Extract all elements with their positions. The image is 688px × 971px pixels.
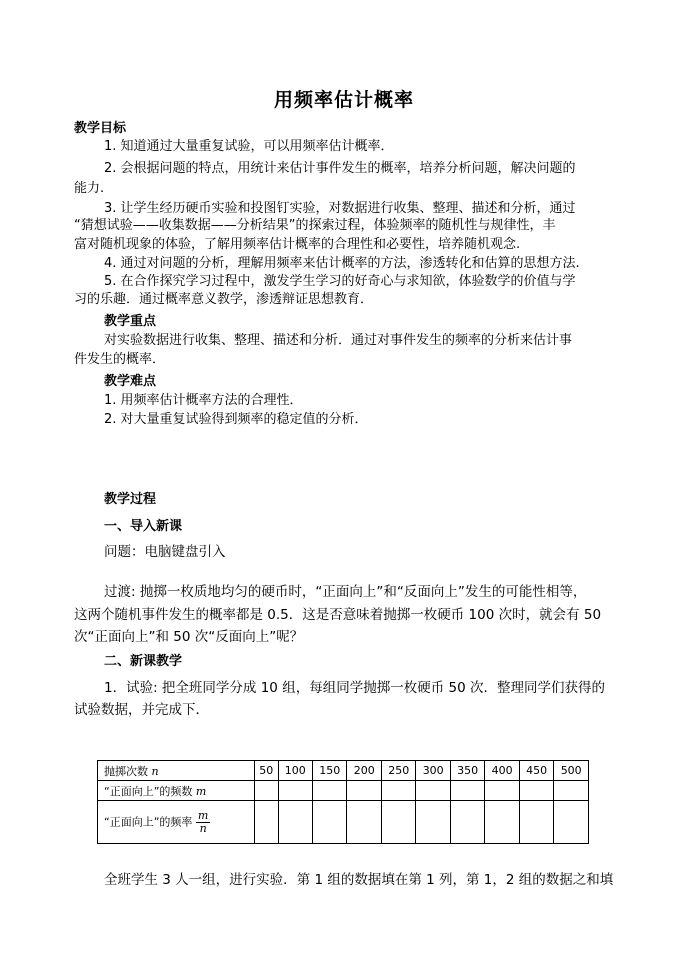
experiment-line: 1．试验: 把全班同学分成 10 组，每组同学抛掷一枚硬币 50 次．整理同学们获得的	[104, 680, 605, 696]
row-label-frequency: “正面向上”的频率 $\frac{m}{n}$	[98, 801, 255, 844]
table-cell: 500	[554, 761, 589, 781]
transition-line: 过渡: 抛掷一枚质地均匀的硬币时，“正面向上”和“反面向上”发生的可能性相等，	[104, 584, 587, 600]
table-cell: 100	[278, 761, 312, 781]
key-points-line: 对实验数据进行收集、整理、描述和分析．通过对事件发生的频率的分析来估计事	[104, 333, 573, 348]
empty-cell	[450, 801, 484, 844]
experiment-line: 试验数据，并完成下．	[74, 702, 209, 718]
table-cell: 150	[313, 761, 347, 781]
section-intro-heading: 一、导入新课	[104, 519, 183, 534]
objective-line: 1. 知道通过大量重复试验，可以用频率估计概率．	[104, 139, 394, 154]
difficulty-line: 2. 对大量重复试验得到频率的稳定值的分析．	[104, 412, 368, 427]
empty-cell	[313, 781, 347, 801]
row-label-throws: 抛掷次数 n	[98, 761, 255, 781]
frequency-table	[97, 760, 589, 844]
empty-cell	[416, 801, 450, 844]
objective-line: 习的乐趣．通过概率意义教学，渗透辩证思想教育．	[74, 292, 374, 307]
page-title: 用频率估计概率	[273, 89, 414, 111]
empty-cell	[519, 801, 553, 844]
question-line: 问题：电脑键盘引入	[104, 544, 226, 560]
objective-line: 3. 让学生经历硬币实验和投图钉实验，对数据进行收集、整理、描述和分析，通过	[104, 201, 576, 216]
empty-cell	[347, 801, 381, 844]
transition-line: 这两个随机事件发生的概率都是 0.5．这是否意味着抛掷一枚硬币 100 次时，就会有 50	[74, 607, 602, 623]
objectives-heading: 教学目标	[74, 121, 127, 136]
table-cell: 50	[255, 761, 279, 781]
empty-cell	[347, 781, 381, 801]
empty-cell	[519, 781, 553, 801]
empty-cell	[554, 781, 589, 801]
empty-cell	[278, 781, 312, 801]
empty-cell	[485, 781, 519, 801]
table-row	[98, 781, 589, 801]
difficulty-line: 1. 用频率估计概率方法的合理性．	[104, 393, 303, 408]
footer-line: 全班学生 3 人一组，进行实验．第 1 组的数据填在第 1 列，第 1，2 组的数据之和填	[104, 872, 614, 888]
key-points-heading: 教学重点	[104, 314, 157, 329]
transition-line: 次“正面向上”和 50 次“反面向上”呢？	[74, 629, 304, 645]
empty-cell	[450, 781, 484, 801]
empty-cell	[313, 801, 347, 844]
objective-line: “猜想试验——收集数据——分析结果”的探索过程，体验频率的随机性与规律性，丰	[74, 218, 556, 233]
objective-line: 富对随机现象的体验，了解用频率估计概率的合理性和必要性，培养随机观念.	[74, 237, 521, 252]
table-cell: 300	[416, 761, 450, 781]
empty-cell	[416, 781, 450, 801]
table-cell: 250	[381, 761, 415, 781]
empty-cell	[554, 801, 589, 844]
objective-line: 能力.	[74, 181, 105, 196]
table-cell: 450	[519, 761, 553, 781]
objective-line: 2. 会根据问题的特点，用统计来估计事件发生的概率，培养分析问题，解决问题的	[104, 161, 576, 176]
table-cell: 200	[347, 761, 381, 781]
section-new-heading: 二、新课教学	[104, 654, 183, 669]
empty-cell	[381, 781, 415, 801]
difficulties-heading: 教学难点	[104, 374, 157, 389]
empty-cell	[381, 801, 415, 844]
objective-line: 4. 通过对问题的分析，理解用频率来估计概率的方法，渗透转化和估算的思想方法.	[104, 256, 580, 271]
empty-cell	[278, 801, 312, 844]
key-points-line: 件发生的概率．	[74, 352, 166, 367]
objective-line: 5. 在合作探究学习过程中，激发学生学习的好奇心与求知欲，体验数学的价值与学	[104, 274, 576, 289]
table-cell: 350	[450, 761, 484, 781]
table-row	[98, 761, 589, 781]
row-label-count: “正面向上”的频数 m	[98, 781, 255, 801]
table-cell: 400	[485, 761, 519, 781]
table-row	[98, 801, 589, 844]
fraction-m-over-n: $\frac{m}{n}$	[197, 808, 209, 835]
empty-cell	[485, 801, 519, 844]
process-heading: 教学过程	[104, 492, 157, 507]
empty-cell	[255, 801, 279, 844]
empty-cell	[255, 781, 279, 801]
